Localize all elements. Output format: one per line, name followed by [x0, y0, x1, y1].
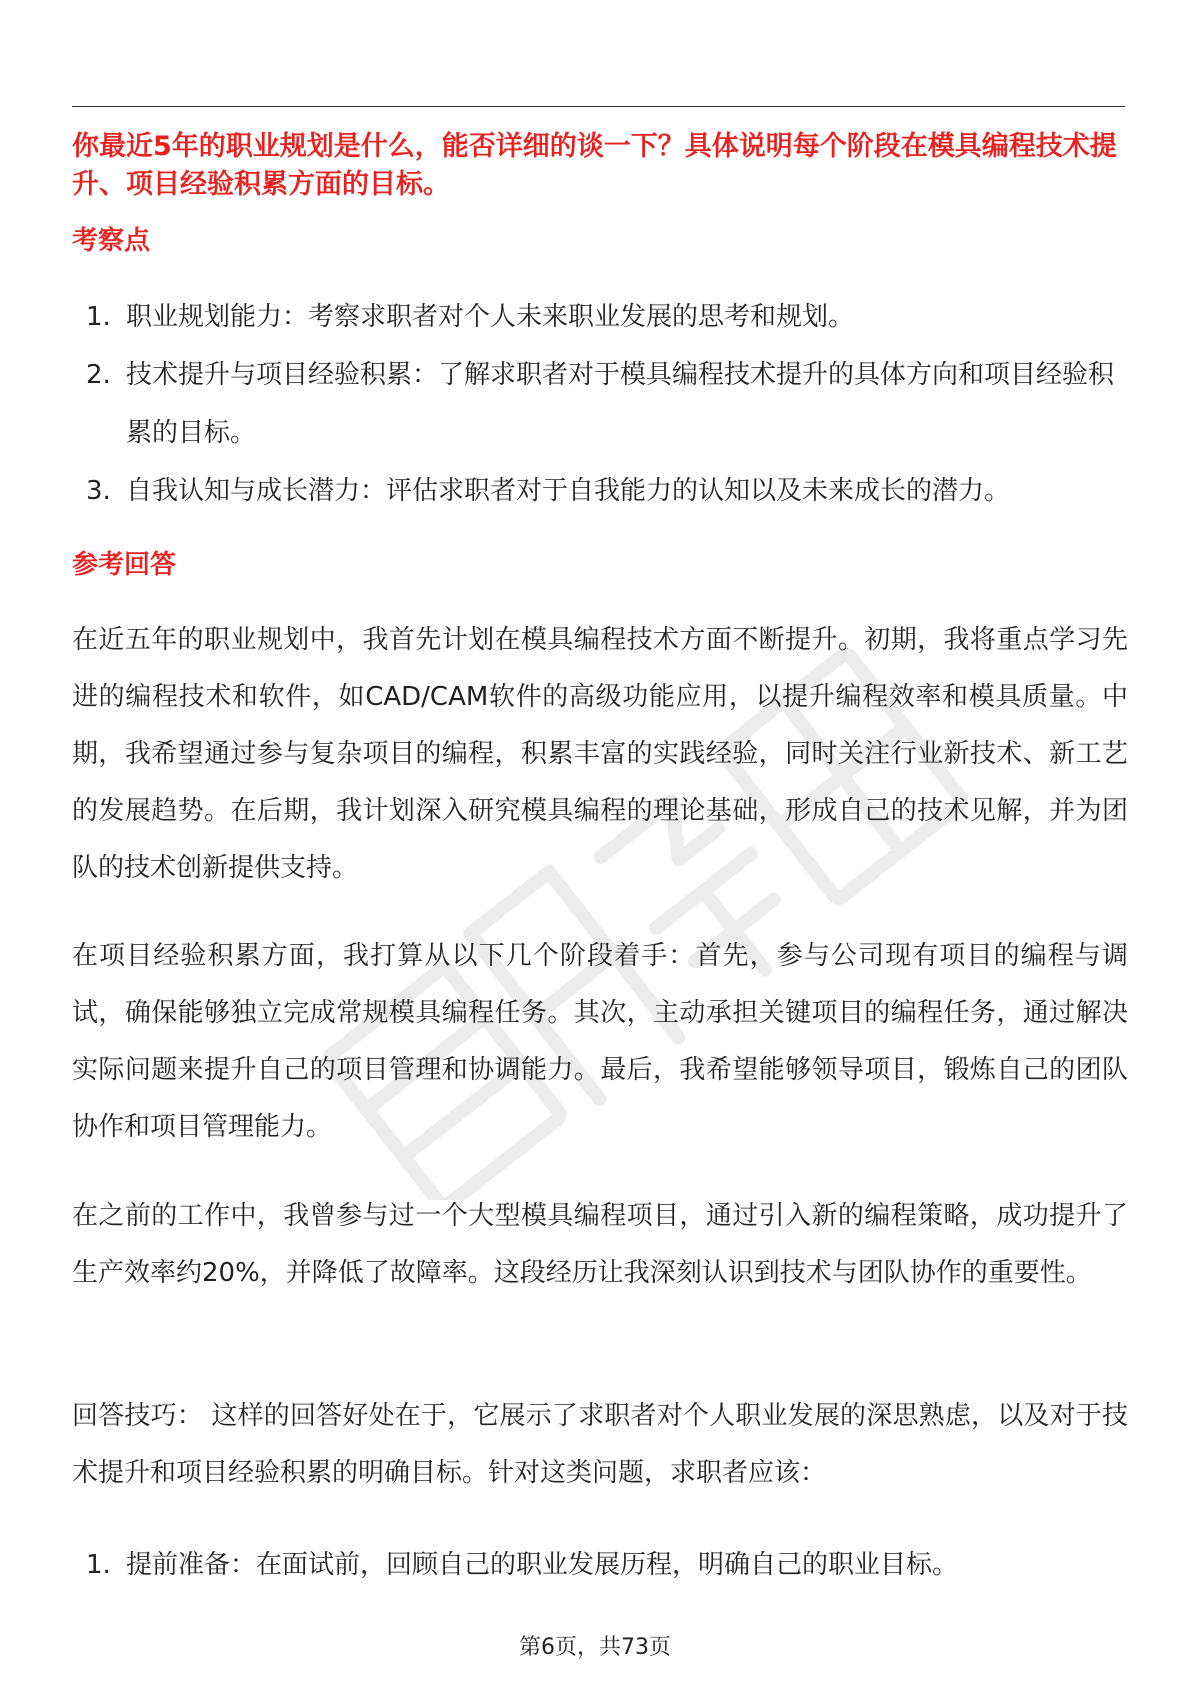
list-item-number: 1. — [86, 302, 111, 332]
list-item-text: 提前准备：在面试前，回顾自己的职业发展历程，明确自己的职业目标。 — [126, 1550, 959, 1580]
list-item — [72, 288, 1132, 346]
header-rule — [72, 106, 1125, 107]
list-item — [72, 346, 1132, 462]
list-item-text: 职业规划能力：考察求职者对个人未来职业发展的思考和规划。 — [126, 302, 855, 332]
list-item — [72, 1536, 1132, 1594]
answer-tips-paragraph: 回答技巧： 这样的回答好处在于，它展示了求职者对个人职业发展的深思熟虑，以及对于技术提升和项目经验积累的明确目标。针对这类问题，求职者应该： — [72, 1401, 1128, 1488]
list-item-text: 技术提升与项目经验积累：了解求职者对于模具编程技术提升的具体方向和项目经验积累的目标。 — [126, 360, 1115, 448]
answer-paragraph: 在近五年的职业规划中，我首先计划在模具编程技术方面不断提升。初期，我将重点学习先进的编程技术和软件，如CAD/CAM软件的高级功能应用，以提升编程效率和模具质量。中期，我希望通过参与复杂项目的编程，积累丰富的实践经验，同时关注行业新技术、新工艺的发展趋势。在后期，我计划深入研究模具编程的理论基础，形成自己的技术见解，并为团队的技术创新提供支持。 — [72, 625, 1128, 883]
answer-paragraph: 在项目经验积累方面，我打算从以下几个阶段着手：首先，参与公司现有项目的编程与调试，确保能够独立完成常规模具编程任务。其次，主动承担关键项目的编程任务，通过解决实际问题来提升自己的项目管理和协调能力。最后，我希望能够领导项目，锻炼自己的团队协作和项目管理能力。 — [72, 941, 1128, 1142]
answer-paragraph: 在之前的工作中，我曾参与过一个大型模具编程项目，通过引入新的编程策略，成功提升了生产效率约20%，并降低了故障率。这段经历让我深刻认识到技术与团队协作的重要性。 — [72, 1201, 1128, 1288]
list-item-number: 2. — [86, 360, 111, 390]
section-heading-assessment-points: 考察点 — [72, 226, 151, 256]
question-title: 你最近5年的职业规划是什么，能否详细的谈一下？具体说明每个阶段在模具编程技术提升、项目经验积累方面的目标。 — [72, 131, 1117, 200]
answer-tips-list — [72, 1536, 1132, 1594]
assessment-points-list — [72, 288, 1132, 520]
list-item-number: 3. — [86, 476, 111, 506]
list-item-number: 1. — [86, 1550, 111, 1580]
list-item-text: 自我认知与成长潜力：评估求职者对于自我能力的认知以及未来成长的潜力。 — [126, 476, 1011, 506]
section-heading-reference-answer: 参考回答 — [72, 550, 177, 580]
list-item — [72, 462, 1132, 520]
page-number-footer: 第6页，共73页 — [519, 1635, 671, 1660]
